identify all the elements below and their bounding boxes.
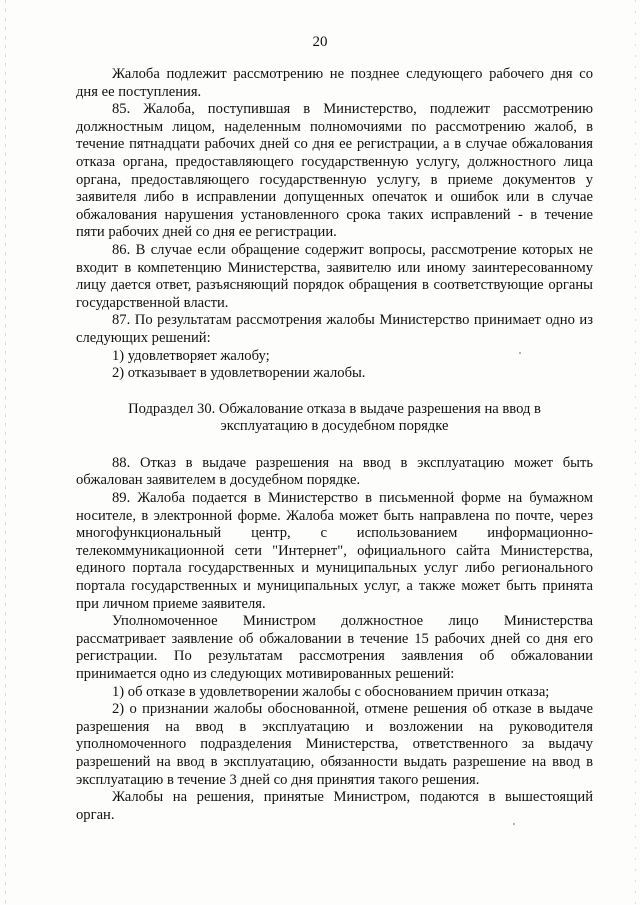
scan-edge-right — [635, 0, 636, 905]
paragraph-87: 87. По результатам рассмотрения жалобы Министерство принимает одно из следующих решений: — [76, 312, 593, 346]
page-number: 20 — [312, 34, 328, 50]
scan-speck — [513, 823, 515, 825]
document-body — [76, 66, 593, 824]
scan-edge-left — [5, 0, 6, 905]
paragraph-87-item-2: 2) отказывает в удовлетворении жалобы. — [112, 365, 366, 382]
scan-speck — [519, 352, 521, 354]
paragraph-86: 86. В случае если обращение содержит вопросы, рассмотрение которых не входит в компетенцию Министерства, заявителю или иному заинтересованному лицу дается ответ, разъясняющий порядок обращения в соответствующие органы государственной власти. — [76, 241, 593, 311]
paragraph-decision-1: 1) об отказе в удовлетворении жалобы с обоснованием причин отказа; — [112, 683, 550, 700]
paragraph-authorized-official: Уполномоченное Министром должностное лицо Министерства рассматривает заявление об обжаловании в течение 15 рабочих дней со дня его регистрации. По результатам рассмотрения заявления об обжаловании принимается одно из следующих мотивированных решений: — [76, 613, 593, 682]
paragraph-intro: Жалоба подлежит рассмотрению не позднее следующего рабочего дня со дня ее поступления. — [76, 66, 593, 100]
paragraph-89: 89. Жалоба подается в Министерство в письменной форме на бумажном носителе, в электронной форме. Жалоба может быть направлена по почте, через многофункциональный центр, с использованием информационно-телекоммуникационной сети "Интернет", официального сайта Министерства, единого портала государственных и муниципальных услуг либо регионального портала государственных и муниципальных услуг, а также может быть принята при личном приеме заявителя. — [76, 490, 593, 612]
paragraph-final: Жалобы на решения, принятые Министром, подаются в вышестоящий орган. — [76, 789, 593, 823]
paragraph-85: 85. Жалоба, поступившая в Министерство, подлежит рассмотрению должностным лицом, наделенным полномочиями по рассмотрению жалоб, в течение пятнадцати рабочих дней со дня ее регистрации, а в случае обжалования отказа органа, предоставляющего государственную услугу, должностного лица органа, предоставляющего государственную услугу, в приеме документов у заявителя либо в исправлении допущенных опечаток и ошибок или в случае обжалования нарушения установленного срока таких исправлений - в течение пяти рабочих дней со дня ее регистрации. — [76, 101, 593, 241]
paragraph-decision-2: 2) о признании жалобы обоснованной, отмене решения об отказе в выдаче разрешения на ввод в эксплуатацию и возложении на руководителя уполномоченного подразделения Министерства, ответственного за выдачу разрешений на ввод в эксплуатацию, обязанности выдать разрешение на ввод в эксплуатацию в течение 3 дней со дня принятия такого решения. — [76, 701, 593, 788]
paragraph-88: 88. Отказ в выдаче разрешения на ввод в эксплуатацию может быть обжалован заявителем в досудебном порядке. — [76, 454, 593, 489]
subsection-heading: Подраздел 30. Обжалование отказа в выдаче разрешения на ввод в эксплуатацию в досудебном порядке — [128, 400, 541, 435]
paragraph-87-item-1: 1) удовлетворяет жалобу; — [112, 347, 270, 364]
